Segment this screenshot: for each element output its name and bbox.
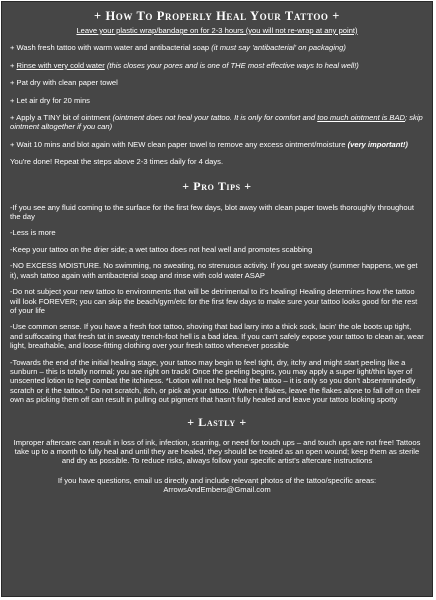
step-blot-note: (very important!) [347, 139, 408, 149]
step-ointment-note-b: ; skip ointment altogether if you can) [10, 113, 423, 132]
step-ointment-text: + Apply a TINY bit of ointment [10, 113, 113, 123]
contact-email: ArrowsAndEmbers@Gmail.com [163, 485, 271, 495]
tip-item: -Keep your tattoo on the drier side; a wet tattoo does not heal well and promotes scabbing [10, 244, 313, 254]
tip-item: -Towards the end of the initial healing stage, your tattoo may begin to feel tight, dry, itchy and might start peeling like a sunburn – this is totally normal; you are right on track! Once the peeling begins, you may apply a super light/thin layer of unscented lotion to help combat the itchiness. *Lotion will not help heal the tattoo – it is only so you don't absentmindedly scratch or it the tattoo.* Do not scratch, itch, or pick at your tattoo. If/when it flakes, leave the flakes alone to fall off on their own as picking them off can result in pulling out pigment that hasn't fully healed and leave your tattoo looking spotty [10, 357, 421, 405]
steps-done: You're done! Repeat the steps above 2-3 times daily for 4 days. [10, 157, 224, 167]
step-ointment-note-underline: too much ointment is BAD [317, 113, 406, 123]
step-rinse-note: (this closes your pores and is one of THE most effective ways to heal well!) [104, 60, 359, 70]
tip-item: -Use common sense. If you have a fresh foot tattoo, shoving that bad larry into a thick sock, lacin' the ole boots up tight, and suffocating that fresh tat in sweaty trench-foot hell is a bad idea. If you can't safely expose your tattoo to clean air, wear light, breathable, and loose-fitting clothing over your fresh tattoo whenever possible [10, 322, 424, 351]
lastly-text: Improper aftercare can result in loss of ink, infection, scarring, or need for touch ups – and touch ups are not free! Tattoos take up to a month to fully heal and until they are healed, they should be treated as an open wound; keep them as sterile and dry as possible. To reduce risks, always follow your specific artist's aftercare instructions [13, 437, 421, 466]
step-wash [10, 43, 424, 52]
step-rinse-prefix: + [10, 60, 17, 70]
step-pat-dry: + Pat dry with clean paper towel [10, 78, 118, 88]
pro-tips-list [10, 203, 424, 405]
page-title: + How To Properly Heal Your Tattoo + [94, 9, 340, 23]
step-ointment-note-a: (ointment does not heal your tattoo. It is only for comfort and [112, 113, 318, 123]
step-blot [10, 140, 424, 149]
lastly-heading: + Lastly + [187, 414, 247, 429]
step-blot-text: + Wait 10 mins and blot again with NEW clean paper towel to remove any excess ointment/moisture [10, 139, 348, 149]
step-wash-text: + Wash fresh tattoo with warm water and antibacterial soap [10, 43, 212, 53]
step-rinse-text: Rinse with very cold water [16, 60, 105, 70]
step-wash-note: (it must say 'antibacterial' on packaging) [211, 43, 346, 53]
tip-item: -Less is more [10, 228, 56, 238]
intro-instruction: Leave your plastic wrap/bandage on for 2-3 hours (you will not re-wrap at any point) [76, 26, 358, 35]
step-rinse [10, 61, 424, 70]
aftercare-sheet [1, 1, 433, 597]
pro-tips-heading: + Pro Tips + [182, 178, 252, 193]
step-air-dry: + Let air dry for 20 mins [10, 95, 90, 105]
tip-item: -If you see any fluid coming to the surface for the first few days, blot away with clean paper towels thoroughly throughout the day [10, 202, 414, 222]
tip-item: -Do not subject your new tattoo to environments that will be detrimental to it's healing! Healing determines how the tattoo will look FOREVER; you can skip the beach/gym/etc for the first few days to make sure your tattoo looks good for the rest of your life [10, 287, 418, 315]
contact-info [10, 476, 424, 495]
step-ointment [10, 113, 424, 132]
tip-item: -NO EXCESS MOISTURE. No swimming, no sweating, no strenuous activity. If you get sweaty (summer happens, we get it), wash tattoo again with antibacterial soap and rinse with cold water ASAP [10, 261, 418, 280]
contact-line: If you have questions, email us directly and include relevant photos of the tattoo/specific areas: [57, 475, 377, 485]
